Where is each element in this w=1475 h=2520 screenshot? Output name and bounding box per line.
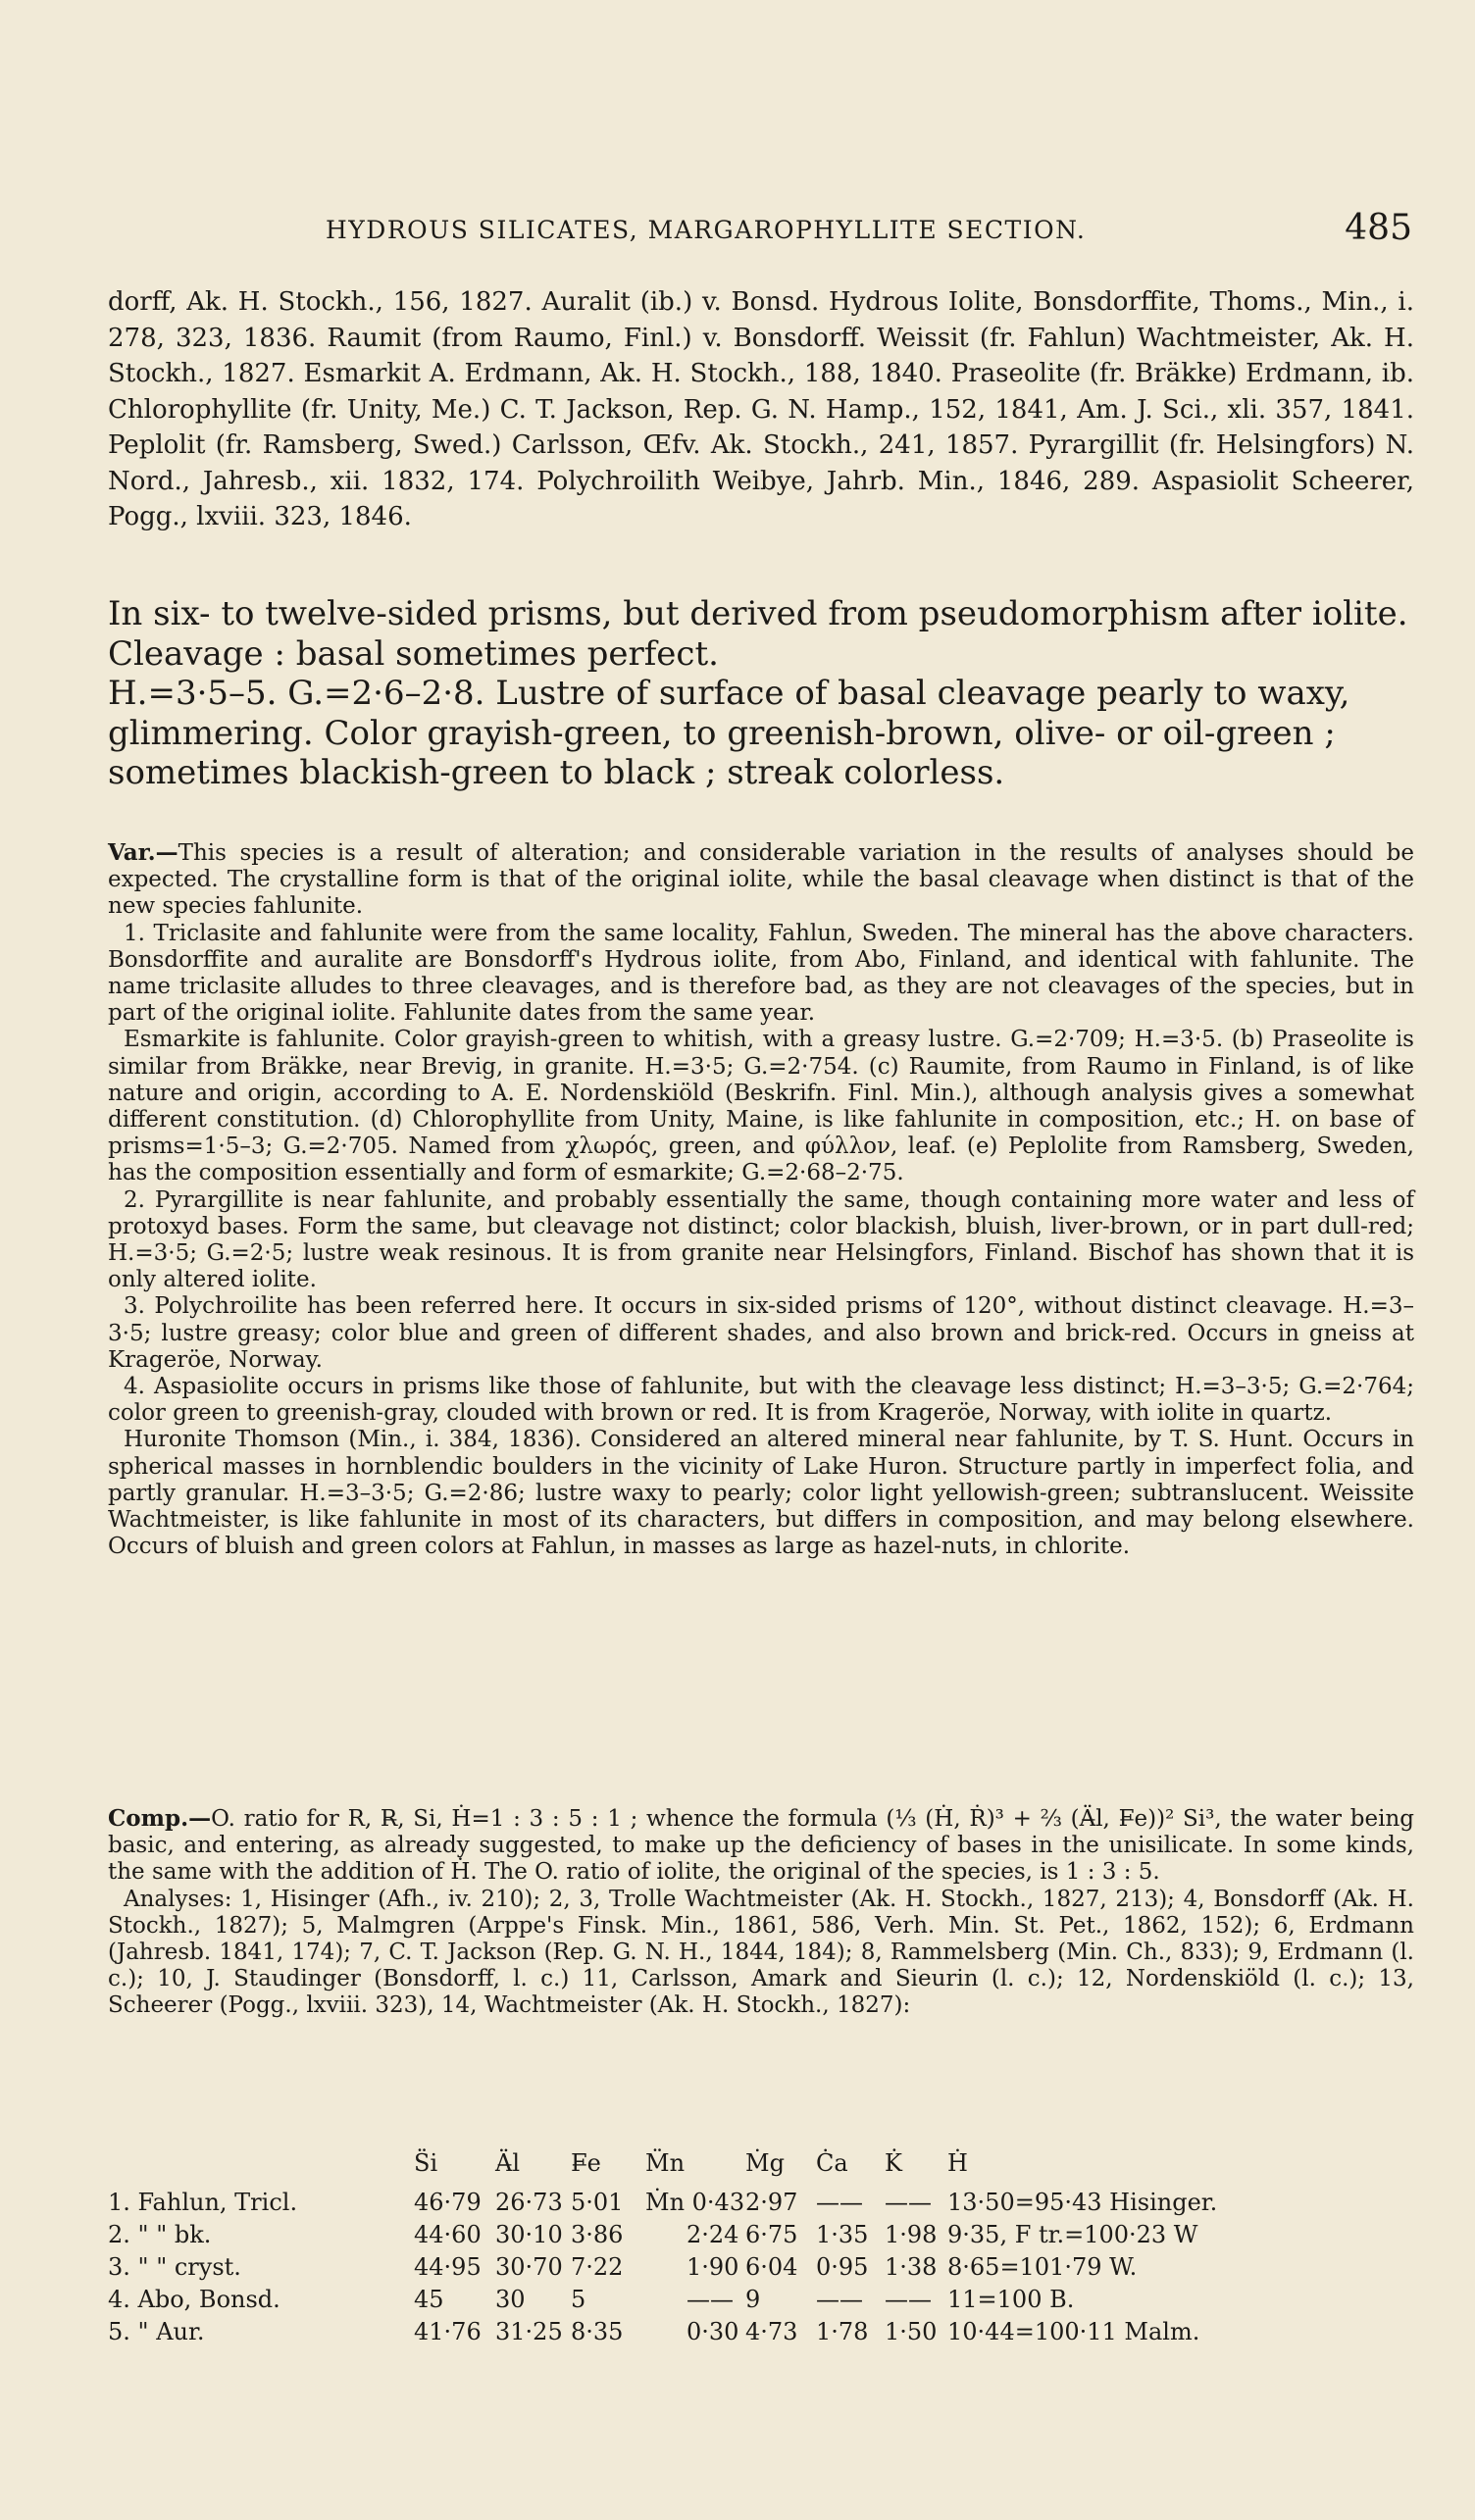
composition-label: Comp.— <box>108 1805 212 1832</box>
varieties-paragraph: This species is a result of alteration; and considerable variation in the results of analyses should be expected. The crystalline form is that of the original iolite, while the basal cleavage when distinct is that of the new species fahlunite. <box>108 840 1414 920</box>
cell-silica: 44·95 <box>414 2253 482 2281</box>
varieties-section <box>108 839 1414 1560</box>
cell-water-total: 11=100 B. <box>947 2286 1075 2313</box>
column-header: Ḣ <box>947 2149 968 2177</box>
analysis-table <box>108 2149 1422 2350</box>
table-row <box>108 2221 1422 2254</box>
table-row <box>108 2253 1422 2287</box>
cell-lime: —— <box>816 2189 863 2216</box>
cell-potash: —— <box>885 2286 932 2313</box>
varieties-paragraph: Esmarkite is fahlunite. Color grayish-green to whitish, with a greasy lustre. G.=2·709; H.=3·5. (b) Praseolite is similar from Bräkke, near Brevig, in granite. H.=3·5; G.=2·754. (c) Raumite, from Raumo in Finland, is of like nature and origin, according to A. E. Nordenskiöld (Beskrifn. Finl. Min.), although analysis gives a somewhat different constitution. (d) Chlorophyllite from Unity, Maine, is like fahlunite in composition, etc.; H. on base of prisms=1·5–3; G.=2·705. Named from χλωρός, green, and φύλλον, leaf. (e) Peplolite from Ramsberg, Sweden, has the composition essentially and form of esmarkite; G.=2·68–2·75. <box>108 1027 1414 1186</box>
cell-magnesia: 4·73 <box>745 2318 798 2345</box>
synonymy-paragraph: dorff, Ak. H. Stockh., 156, 1827. Auralit (ib.) v. Bonsd. Hydrous Iolite, Bonsdorffite, Thoms., Min., i. 278, 323, 1836. Raumit (from Raumo, Finl.) v. Bonsdorff. Weissit (fr. Fahlun) Wachtmeister, Ak. H. Stockh., 1827. Esmarkit A. Erdmann, Ak. H. Stockh., 188, 1840. Praseolite (fr. Bräkke) Erdmann, ib. Chlorophyllite (fr. Unity, Me.) C. T. Jackson, Rep. G. N. Hamp., 152, 1841, Am. J. Sci., xli. 357, 1841. Peplolit (fr. Ramsberg, Swed.) Carlsson, Œfv. Ak. Stockh., 241, 1857. Pyrargillit (fr. Helsingfors) N. Nord., Jahresb., xii. 1832, 174. Polychroilith Weibye, Jahrb. Min., 1846, 289. Aspasiolit Scheerer, Pogg., lxviii. 323, 1846. <box>108 287 1414 531</box>
cell-manganese: Ṁn 0·43 <box>645 2189 745 2216</box>
cell-lime: 0·95 <box>816 2253 869 2281</box>
table-row <box>108 2286 1422 2319</box>
varieties-paragraph: 1. Triclasite and fahlunite were from the same locality, Fahlun, Sweden. The mineral has the above characters. Bonsdorffite and auralite are Bonsdorff's Hydrous iolite, from Abo, Finland, and identical with fahlunite. The name triclasite alludes to three cleavages, and is therefore bad, as they are not cleavages of the species, but in part of the original iolite. Fahlunite dates from the same year. <box>108 920 1414 1027</box>
cell-silica: 46·79 <box>414 2189 482 2216</box>
cell-alumina: 31·25 <box>495 2318 563 2345</box>
row-label: 3. " " cryst. <box>108 2253 241 2281</box>
cell-water-total: 10·44=100·11 Malm. <box>947 2318 1200 2345</box>
cell-potash: 1·98 <box>885 2221 938 2248</box>
composition-section <box>108 1805 1414 2020</box>
analyses-paragraph: Analyses: 1, Hisinger (Afh., iv. 210); 2, 3, Trolle Wachtmeister (Ak. H. Stockh., 1827, 213); 4, Bonsdorff (Ak. H. Stockh., 1827); 5, Malmgren (Arppe's Finsk. Min., 1861, 586, Verh. Min. St. Pet., 1862, 152); 6, Erdmann (Jahresb. 1841, 174); 7, C. T. Jackson (Rep. G. N. H., 1844, 184); 8, Rammelsberg (Min. Ch., 833); 9, Erdmann (l. c.); 10, J. Staudinger (Bonsdorff, l. c.) 11, Carlsson, Amark and Sieurin (l. c.); 12, Nordenskiöld (l. c.); 13, Scheerer (Pogg., lxviii. 323), 14, Wachtmeister (Ak. H. Stockh., 1827): <box>108 1886 1414 2019</box>
cell-iron: 5·01 <box>571 2189 624 2216</box>
column-header: S̈i <box>414 2149 438 2177</box>
page-number: 485 <box>1345 208 1412 248</box>
varieties-paragraph: Huronite Thomson (Min., i. 384, 1836). Considered an altered mineral near fahlunite, by T. S. Hunt. Occurs in spherical masses in hornblendic boulders in the vicinity of Lake Huron. Structure partly in imperfect folia, and partly granular. H.=3–3·5; G.=2·86; lustre waxy to pearly; color light yellowish-green; subtranslucent. Weissite Wachtmeister, is like fahlunite in most of its characters, but differs in composition, and may belong elsewhere. Occurs of bluish and green colors at Fahlun, in masses as large as hazel-nuts, in chlorite. <box>108 1427 1414 1560</box>
row-label: 5. " Aur. <box>108 2318 205 2345</box>
varieties-paragraph: 4. Aspasiolite occurs in prisms like those of fahlunite, but with the cleavage less distinct; H.=3–3·5; G.=2·764; color green to greenish-gray, clouded with brown or red. It is from Krageröe, Norway, with iolite in quartz. <box>108 1374 1414 1427</box>
cell-iron: 8·35 <box>571 2318 624 2345</box>
cell-magnesia: 6·75 <box>745 2221 798 2248</box>
cell-silica: 45 <box>414 2286 444 2313</box>
cell-water-total: 8·65=101·79 W. <box>947 2253 1138 2281</box>
composition-paragraph: O. ratio for R, R̶, Si, Ḣ=1 : 3 : 5 : 1 ; whence the formula (⅓ (Ḣ, Ṙ)³ + ⅔ (Ä̶l, F̶e))² Si³, the water being basic, and entering, as already suggested, to make up the deficiency of bases in the unisilicate. In some kinds, the same with the addition of Ḣ. The O. ratio of iolite, the original of the species, is 1 : 3 : 5. <box>108 1806 1414 1886</box>
row-label: 1. Fahlun, Tricl. <box>108 2189 298 2216</box>
cell-silica: 44·60 <box>414 2221 482 2248</box>
table-row <box>108 2189 1422 2222</box>
cell-water-total: 13·50=95·43 Hisinger. <box>947 2189 1218 2216</box>
column-header: Ṁg <box>745 2149 785 2177</box>
column-header: M̈n <box>645 2149 686 2177</box>
varieties-paragraph: 2. Pyrargillite is near fahlunite, and probably essentially the same, though containing more water and less of protoxyd bases. Form the same, but cleavage not distinct; color blackish, bluish, liver-brown, or in part dull-red; H.=3·5; G.=2·5; lustre weak resinous. It is from granite near Helsingfors, Finland. Bischof has shown that it is only altered iolite. <box>108 1186 1414 1293</box>
composition-intro <box>108 1805 1414 1887</box>
cell-iron: 5 <box>571 2286 586 2313</box>
cell-manganese: —— <box>687 2286 734 2313</box>
column-header: Ä̶l <box>495 2149 521 2177</box>
cell-potash: —— <box>885 2189 932 2216</box>
cell-magnesia: 9 <box>745 2286 761 2313</box>
cell-potash: 1·50 <box>885 2318 938 2345</box>
cell-manganese: 2·24 <box>687 2221 739 2248</box>
varieties-label: Var.— <box>108 839 178 866</box>
varieties-paragraph: 3. Polychroilite has been referred here. It occurs in six-sided prisms of 120°, without distinct cleavage. H.=3–3·5; lustre greasy; color blue and green of different shades, and also brown and brick-red. Occurs in gneiss at Krageröe, Norway. <box>108 1293 1414 1373</box>
column-header: F̶e <box>571 2149 601 2177</box>
cell-magnesia: 2·97 <box>745 2189 798 2216</box>
cell-magnesia: 6·04 <box>745 2253 798 2281</box>
column-header: K̇ <box>885 2149 902 2177</box>
cell-manganese: 1·90 <box>687 2253 739 2281</box>
cell-manganese: 0·30 <box>687 2318 739 2345</box>
description-block <box>108 594 1414 793</box>
cell-water-total: 9·35, F tr.=100·23 W <box>947 2221 1198 2248</box>
cell-iron: 7·22 <box>571 2253 624 2281</box>
row-label: 2. " " bk. <box>108 2221 212 2248</box>
cell-iron: 3·86 <box>571 2221 624 2248</box>
description-physical-properties: H.=3·5–5. G.=2·6–2·8. Lustre of surface of basal cleavage pearly to waxy, glimmering. Color grayish-green, to greenish-brown, olive- or oil-green ; sometimes blackish-green to black ; streak colorless. <box>108 674 1350 792</box>
page-header <box>108 208 1412 247</box>
cell-potash: 1·38 <box>885 2253 938 2281</box>
table-row <box>108 2318 1422 2351</box>
column-header: Ċa <box>816 2149 848 2177</box>
varieties-intro <box>108 839 1414 921</box>
cell-alumina: 26·73 <box>495 2189 563 2216</box>
cell-lime: 1·35 <box>816 2221 869 2248</box>
description-crystal-form: In six- to twelve-sided prisms, but derived from pseudomorphism after iolite. Cleavage : basal sometimes perfect. <box>108 594 1408 674</box>
cell-alumina: 30 <box>495 2286 526 2313</box>
table-header-row <box>108 2149 1422 2187</box>
cell-silica: 41·76 <box>414 2318 482 2345</box>
cell-lime: —— <box>816 2286 863 2313</box>
running-head: HYDROUS SILICATES, MARGAROPHYLLITE SECTION. <box>326 216 1087 244</box>
cell-lime: 1·78 <box>816 2318 869 2345</box>
cell-alumina: 30·70 <box>495 2253 563 2281</box>
cell-alumina: 30·10 <box>495 2221 563 2248</box>
row-label: 4. Abo, Bonsd. <box>108 2286 280 2313</box>
